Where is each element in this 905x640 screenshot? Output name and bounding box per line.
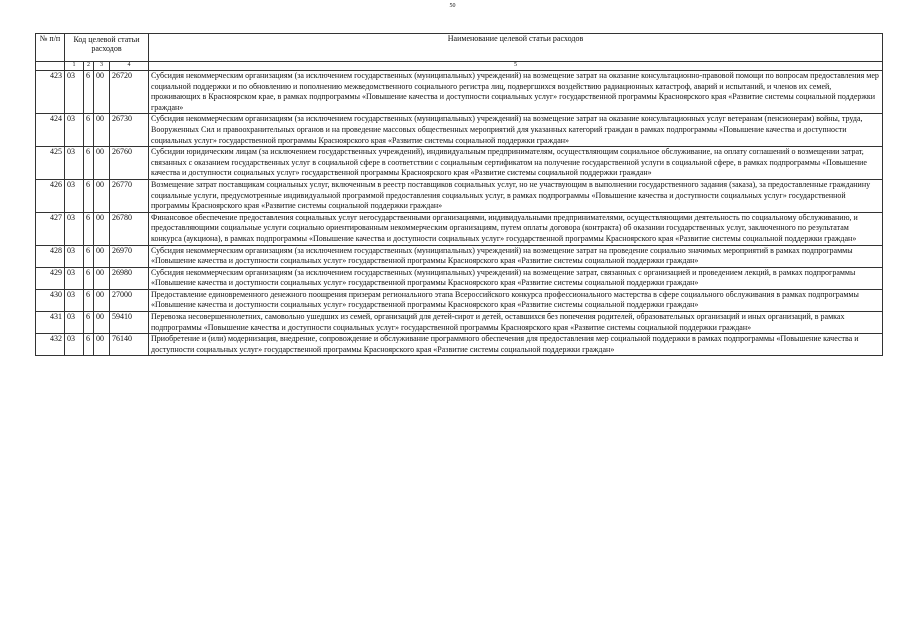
table-header-row — [36, 34, 883, 62]
code-part-2: 6 — [84, 212, 94, 245]
code-part-4: 27000 — [110, 289, 149, 311]
code-part-3: 00 — [94, 245, 110, 267]
table-row — [36, 114, 883, 147]
item-name: Перевозка несовершеннолетних, самовольно ушедших из семей, организаций для детей-сирот и детей, оставшихся без попечения родителей, образовательных организаций и иных организаций, в рамках подпрограммы «Повышение качества и доступности социальных услуг» государственной программы Красноярского края «Развитие системы социальной поддержки граждан» — [149, 312, 883, 334]
item-name: Субсидия некоммерческим организациям (за исключением государственных (муниципальных) учреждений) на возмещение затрат на проведение социально значимых мероприятий в рамках подпрограммы «Повышение качества и доступности социальных услуг» государственной программы Красноярского края «Развитие системы социальной поддержки граждан» — [149, 245, 883, 267]
code-part-2: 6 — [84, 245, 94, 267]
page-number: 50 — [449, 3, 456, 9]
code-part-4: 76140 — [110, 334, 149, 356]
row-number: 428 — [36, 245, 65, 267]
code-part-4: 26770 — [110, 179, 149, 212]
code-part-4: 26780 — [110, 212, 149, 245]
code-part-2: 6 — [84, 179, 94, 212]
col-number-2: 2 — [84, 62, 94, 71]
code-part-1: 03 — [65, 212, 84, 245]
col-header-code-group: Код целевой статьи расходов — [65, 34, 149, 62]
code-part-4: 59410 — [110, 312, 149, 334]
code-part-1: 03 — [65, 289, 84, 311]
code-part-3: 00 — [94, 114, 110, 147]
col-number-5: 5 — [149, 62, 883, 71]
code-part-2: 6 — [84, 147, 94, 180]
table-row — [36, 334, 883, 356]
table-row — [36, 267, 883, 289]
table-row — [36, 179, 883, 212]
item-name: Возмещение затрат поставщикам социальных услуг, включенным в реестр поставщиков социальных услуг, но не участвующим в выполнении государственного задания (заказа), за предоставленные гражданину социальные услуги, предусмотренные индивидуальной программой предоставления социальных услуг, в рамках подпрограммы «Повышение качества и доступности социальных услуг» государственной программы Красноярского края «Развитие системы социальной поддержки граждан» — [149, 179, 883, 212]
code-part-1: 03 — [65, 312, 84, 334]
table-row — [36, 245, 883, 267]
table-row — [36, 71, 883, 114]
code-part-1: 03 — [65, 147, 84, 180]
code-part-1: 03 — [65, 267, 84, 289]
code-part-4: 26980 — [110, 267, 149, 289]
code-part-1: 03 — [65, 245, 84, 267]
code-part-3: 00 — [94, 334, 110, 356]
code-part-4: 26720 — [110, 71, 149, 114]
row-number: 425 — [36, 147, 65, 180]
item-name: Субсидия некоммерческим организациям (за исключением государственных (муниципальных) учреждений) на возмещение затрат на оказание консультационно-правовой помощи по вопросам предоставления мер социальной поддержки и по обновлению и пополнению межведомственного социального регистра лиц, подвергшихся воздействию радиационных катастроф, аварий и испытаний, и членов их семей, проживающих в Красноярском крае, в рамках подпрограммы «Повышение качества и доступности социальных услуг» государственной программы Красноярского края «Развитие системы социальной поддержки граждан» — [149, 71, 883, 114]
item-name: Субсидия некоммерческим организациям (за исключением государственных (муниципальных) учреждений) на возмещение затрат на оказание консультационных услуг ветеранам (пенсионерам) войны, труда, Вооруженных Сил и правоохранительных органов и на проведение массовых общественных мероприятий для указанных категорий граждан в рамках подпрограммы «Повышение качества и доступности социальных услуг» государственной программы Красноярского края «Развитие системы социальной поддержки граждан» — [149, 114, 883, 147]
row-number: 430 — [36, 289, 65, 311]
code-part-2: 6 — [84, 267, 94, 289]
col-header-num: № п/п — [36, 34, 65, 62]
code-part-2: 6 — [84, 289, 94, 311]
code-part-3: 00 — [94, 179, 110, 212]
row-number: 431 — [36, 312, 65, 334]
row-number: 426 — [36, 179, 65, 212]
row-number: 427 — [36, 212, 65, 245]
code-part-1: 03 — [65, 71, 84, 114]
budget-target-items-table — [35, 33, 883, 356]
col-number-3: 3 — [94, 62, 110, 71]
table-row — [36, 212, 883, 245]
code-part-1: 03 — [65, 334, 84, 356]
code-part-2: 6 — [84, 71, 94, 114]
code-part-1: 03 — [65, 114, 84, 147]
row-number: 424 — [36, 114, 65, 147]
code-part-3: 00 — [94, 147, 110, 180]
code-part-3: 00 — [94, 312, 110, 334]
col-number-blank — [36, 62, 65, 71]
code-part-2: 6 — [84, 312, 94, 334]
table-column-numbers-row — [36, 62, 883, 71]
row-number: 432 — [36, 334, 65, 356]
code-part-3: 00 — [94, 71, 110, 114]
table-row — [36, 147, 883, 180]
row-number: 429 — [36, 267, 65, 289]
code-part-3: 00 — [94, 289, 110, 311]
item-name: Финансовое обеспечение предоставления социальных услуг негосударственными организациями, индивидуальными предпринимателями, осуществляющими деятельность по социальному обслуживанию, и предоставляющими социальные услуги социально ориентированным некоммерческим организациям, путем оплаты договора (контракта) об оказании государственных услуг, заключенного по результатам конкурса (аукциона), в рамках подпрограммы «Повышение качества и доступности социальных услуг» государственной программы Красноярского края «Развитие системы социальной поддержки граждан» — [149, 212, 883, 245]
code-part-4: 26970 — [110, 245, 149, 267]
col-number-1: 1 — [65, 62, 84, 71]
item-name: Субсидии юридическим лицам (за исключением государственных учреждений), индивидуальным предпринимателям, осуществляющим социальное обслуживание, на оплату соглашений о возмещении затрат, связанных с оказанием государственных услуг в социальной сфере в соответствии с социальным сертификатом на получение государственной услуги в социальной сфере, в рамках подпрограммы «Повышение качества и доступности социальных услуг» государственной программы Красноярского края «Развитие системы социальной поддержки граждан» — [149, 147, 883, 180]
code-part-3: 00 — [94, 267, 110, 289]
code-part-4: 26730 — [110, 114, 149, 147]
item-name: Предоставление единовременного денежного поощрения призерам регионального этапа Всероссийского конкурса профессионального мастерства в сфере социального обслуживания в рамках подпрограммы «Повышение качества и доступности социальных услуг» государственной программы Красноярского края «Развитие системы социальной поддержки граждан» — [149, 289, 883, 311]
item-name: Субсидия некоммерческим организациям (за исключением государственных (муниципальных) учреждений) на возмещение затрат, связанных с организацией и проведением лекций, в рамках подпрограммы «Повышение качества и доступности социальных услуг» государственной программы Красноярского края «Развитие системы социальной поддержки граждан» — [149, 267, 883, 289]
table-row — [36, 312, 883, 334]
table-row — [36, 289, 883, 311]
row-number: 423 — [36, 71, 65, 114]
col-header-name: Наименование целевой статьи расходов — [149, 34, 883, 62]
code-part-1: 03 — [65, 179, 84, 212]
code-part-2: 6 — [84, 334, 94, 356]
col-number-4: 4 — [110, 62, 149, 71]
code-part-3: 00 — [94, 212, 110, 245]
item-name: Приобретение и (или) модернизация, внедрение, сопровождение и обслуживание программного обеспечения для предоставления мер социальной поддержки в рамках подпрограммы «Повышение качества и доступности социальных услуг» государственной программы Красноярского края «Развитие системы социальной поддержки граждан» — [149, 334, 883, 356]
code-part-2: 6 — [84, 114, 94, 147]
code-part-4: 26760 — [110, 147, 149, 180]
